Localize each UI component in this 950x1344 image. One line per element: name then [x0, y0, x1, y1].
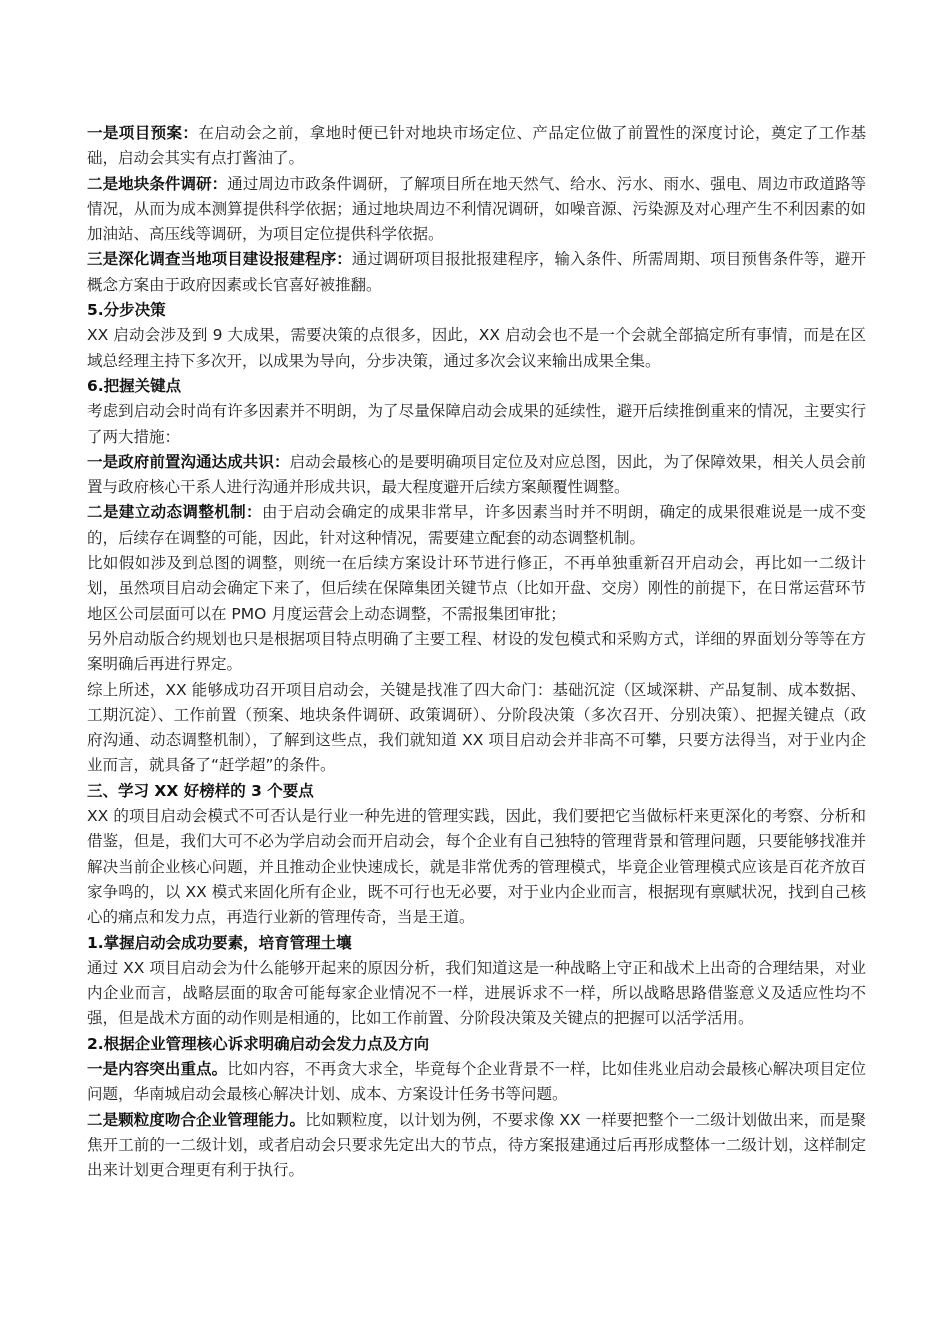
paragraph-site-survey [87, 172, 866, 248]
paragraph-lead: 一是政府前置沟通达成共识： [87, 452, 290, 471]
paragraph-adjustment-example [87, 551, 866, 627]
article-body [87, 121, 866, 1183]
paragraph-text: 比如颗粒度，以计划为例，不要求像 XX 一样要把整个一二级计划做出来，而是聚焦开工前的一二级计划，或者启动会只要求先定出大的节点，待方案报建通过后再形成整体一二级计划，这样制定出来计划更合理更有利于执行。 [87, 1110, 866, 1180]
paragraph-content-focus [87, 1057, 866, 1108]
paragraph-text: 比如内容，不再贪大求全，毕竟每个企业背景不一样，比如佳兆业启动会最核心解决项目定位问题，华南城启动会最核心解决计划、成本、方案设计任务书等问题。 [87, 1059, 866, 1104]
paragraph-approval-procedure [87, 247, 866, 298]
paragraph-step-decision [87, 323, 866, 374]
paragraph-lead: 二是颗粒度吻合企业管理能力。 [87, 1110, 306, 1129]
paragraph-lead: 三是深化调查当地项目建设报建程序： [87, 250, 352, 269]
paragraph-text: 通过调研项目报批报建程序，输入条件、所需周期、项目预售条件等，避开概念方案由于政府因素或长官喜好被推翻。 [87, 250, 866, 294]
paragraph-government-consensus [87, 450, 866, 501]
paragraph-text: 启动会最核心的是要明确项目定位及对应总图，因此，为了保障效果，相关人员会前置与政府核心干系人进行沟通并形成共识，最大程度避开后续方案颠覆性调整。 [87, 452, 866, 497]
heading-success-factors [87, 931, 866, 956]
paragraph-section-three-intro [87, 804, 866, 930]
paragraph-text: 由于启动会确定的成果非常早，许多因素当时并不明朗，确定的成果很难说是一成不变的，后续存在调整的可能，因此，针对这种情况，需要建立配套的动态调整机制。 [87, 503, 866, 547]
paragraph-text: XX 的项目启动会模式不可否认是行业一种先进的管理实践，因此，我们要把它当做标杆来更深化的考察、分析和借鉴，但是，我们大可不必为学启动会而开启动会，每个企业有自己独特的管理背景和管理问题，只要能够找准并解决当前企业核心问题，并且推动企业快速成长，就是非常优秀的管理模式，毕竟企业管理模式应该是百花齐放百家争鸣的，以 XX 模式来固化所有企业，既不可行也无必要，对于业内企业而言，根据现有禀赋状况，找到自己核心的痛点和发力点，再造行业新的管理传奇，当是王道。 [87, 807, 866, 927]
paragraph-summary [87, 678, 866, 779]
paragraph-key-points-intro [87, 399, 866, 450]
paragraph-project-plan [87, 121, 866, 172]
heading-text: 6.把握关键点 [87, 376, 182, 395]
paragraph-text: 另外启动版合约规划也只是根据项目特点明确了主要工程、材设的发包模式和采购方式，详细的界面划分等等在方案明确后再进行界定。 [87, 629, 866, 674]
paragraph-text: 在启动会之前，拿地时便已针对地块市场定位、产品定位做了前置性的深度讨论，奠定了工作基础，启动会其实有点打酱油了。 [87, 124, 866, 168]
heading-step-decision [87, 298, 866, 323]
paragraph-text: 综上所述，XX 能够成功召开项目启动会，关键是找准了四大命门：基础沉淀（区域深耕、产品复制、成本数据、工期沉淀）、工作前置（预案、地块条件调研、政策调研）、分阶段决策（多次召开、分别决策）、把握关键点（政府沟通、动态调整机制），了解到这些点，我们就知道 XX 项目启动会并非高不可攀，只要方法得当，对于业内企业而言，就具备了“赶学超”的条件。 [87, 680, 866, 775]
paragraph-lead: 一是项目预案： [87, 124, 199, 142]
paragraph-contract-planning [87, 627, 866, 678]
paragraph-lead: 二是地块条件调研： [87, 174, 228, 193]
paragraph-lead: 一是内容突出重点。 [87, 1059, 228, 1078]
heading-core-demands [87, 1032, 866, 1057]
heading-key-points [87, 374, 866, 399]
paragraph-success-factors [87, 956, 866, 1032]
paragraph-text: XX 启动会涉及到 9 大成果，需要决策的点很多，因此，XX 启动会也不是一个会就全部搞定所有事情，而是在区域总经理主持下多次开，以成果为导向，分步决策，通过多次会议来输出成果全集。 [87, 326, 866, 370]
heading-text: 三、学习 XX 好榜样的 3 个要点 [87, 781, 314, 800]
heading-text: 2.根据企业管理核心诉求明确启动会发力点及方向 [87, 1034, 430, 1053]
heading-text: 1.掌握启动会成功要素，培育管理土壤 [87, 933, 352, 952]
paragraph-granularity [87, 1108, 866, 1184]
paragraph-text: 通过周边市政条件调研，了解项目所在地天然气、给水、污水、雨水、强电、周边市政道路等情况，从而为成本测算提供科学依据；通过地块周边不利情况调研，如噪音源、污染源及对心理产生不利因素的如加油站、高压线等调研，为项目定位提供科学依据。 [87, 174, 866, 244]
paragraph-text: 比如假如涉及到总图的调整，则统一在后续方案设计环节进行修正，不再单独重新召开启动会，再比如一二级计划，虽然项目启动会确定下来了，但后续在保障集团关键节点（比如开盘、交房）刚性的前提下，在日常运营环节地区公司层面可以在 PMO 月度运营会上动态调整，不需报集团审批； [87, 554, 866, 623]
paragraph-text: 通过 XX 项目启动会为什么能够开起来的原因分析，我们知道这是一种战略上守正和战术上出奇的合理结果，对业内企业而言，战略层面的取舍可能每家企业情况不一样，进展诉求不一样，所以战略思路借鉴意义及适应性均不强，但是战术方面的动作则是相通的，比如工作前置、分阶段决策及关键点的把握可以活学活用。 [87, 958, 866, 1028]
paragraph-dynamic-adjustment [87, 500, 866, 551]
paragraph-lead: 二是建立动态调整机制： [87, 503, 262, 522]
heading-section-three [87, 779, 866, 804]
heading-text: 5.分步决策 [87, 301, 166, 320]
paragraph-text: 考虑到启动会时尚有许多因素并不明朗，为了尽量保障启动会成果的延续性，避开后续推倒重来的情况，主要实行了两大措施： [87, 402, 866, 446]
